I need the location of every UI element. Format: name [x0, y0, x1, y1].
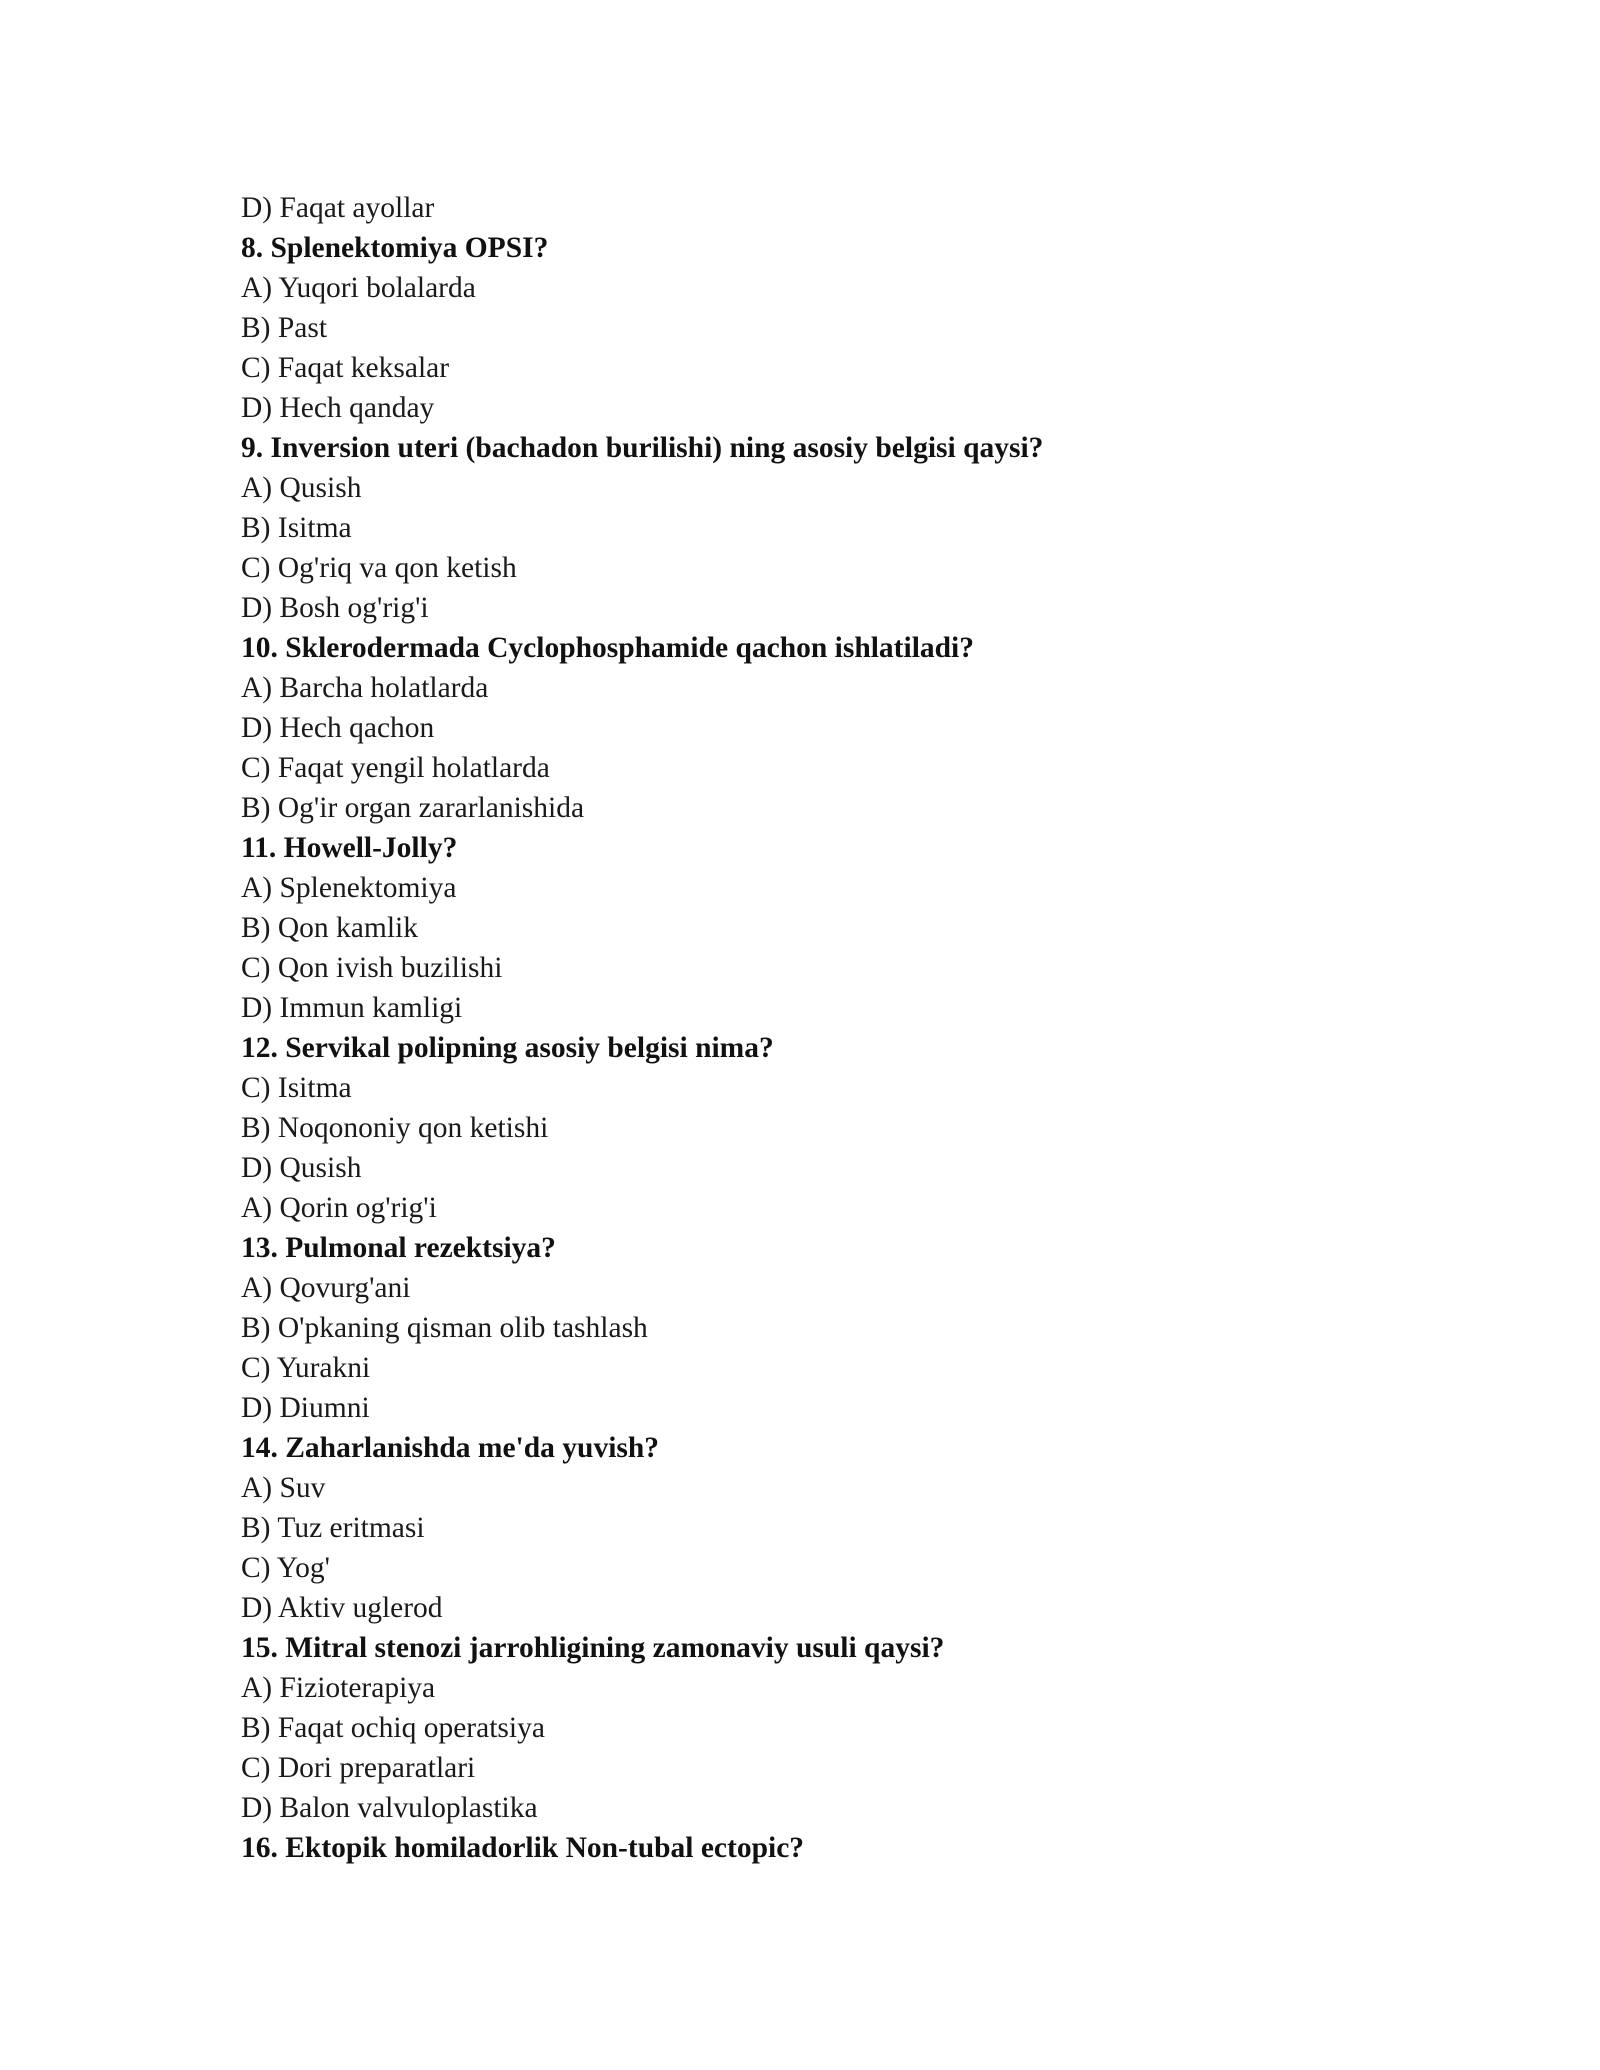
answer-option: A) Qusish	[241, 472, 362, 504]
question-text: 8. Splenektomiya OPSI?	[241, 232, 549, 264]
question-text: 16. Ektopik homiladorlik Non-tubal ectopic?	[241, 1832, 805, 1864]
question-text: 15. Mitral stenozi jarrohligining zamonaviy usuli qaysi?	[241, 1632, 945, 1664]
answer-option: A) Barcha holatlarda	[241, 672, 489, 704]
answer-option: C) Faqat keksalar	[241, 352, 450, 384]
question-text: 14. Zaharlanishda me'da yuvish?	[241, 1432, 660, 1464]
answer-option: D) Faqat ayollar	[241, 192, 435, 224]
answer-option: A) Fizioterapiya	[241, 1672, 436, 1704]
answer-option: D) Qusish	[241, 1152, 362, 1184]
answer-option: B) Og'ir organ zararlanishida	[241, 792, 585, 824]
answer-option: D) Hech qachon	[241, 712, 435, 744]
question-text: 9. Inversion uteri (bachadon burilishi) ning asosiy belgisi qaysi?	[241, 432, 1044, 464]
question-text: 12. Servikal polipning asosiy belgisi nima?	[241, 1032, 774, 1064]
answer-option: A) Qorin og'rig'i	[241, 1192, 437, 1224]
answer-option: D) Immun kamligi	[241, 992, 463, 1024]
answer-option: C) Dori preparatlari	[241, 1752, 476, 1784]
answer-option: A) Splenektomiya	[241, 872, 457, 904]
question-text: 10. Sklerodermada Cyclophosphamide qachon ishlatiladi?	[241, 632, 974, 664]
answer-option: B) O'pkaning qisman olib tashlash	[241, 1312, 648, 1344]
answer-option: B) Tuz eritmasi	[241, 1512, 425, 1544]
answer-option: B) Isitma	[241, 512, 352, 544]
answer-option: C) Isitma	[241, 1072, 352, 1104]
question-text: 11. Howell-Jolly?	[241, 832, 458, 864]
answer-option: C) Yurakni	[241, 1352, 371, 1384]
answer-option: B) Qon kamlik	[241, 912, 418, 944]
question-text: 13. Pulmonal rezektsiya?	[241, 1232, 556, 1264]
answer-option: B) Past	[241, 312, 328, 344]
answer-option: D) Aktiv uglerod	[241, 1592, 443, 1624]
answer-option: C) Faqat yengil holatlarda	[241, 752, 550, 784]
answer-option: A) Yuqori bolalarda	[241, 272, 476, 304]
answer-option: B) Noqononiy qon ketishi	[241, 1112, 549, 1144]
answer-option: C) Og'riq va qon ketish	[241, 552, 517, 584]
answer-option: A) Qovurg'ani	[241, 1272, 411, 1304]
answer-option: A) Suv	[241, 1472, 326, 1504]
answer-option: D) Diumni	[241, 1392, 370, 1424]
answer-option: D) Bosh og'rig'i	[241, 592, 429, 624]
answer-option: D) Hech qanday	[241, 392, 435, 424]
answer-option: B) Faqat ochiq operatsiya	[241, 1712, 545, 1744]
document-content	[241, 188, 1441, 1868]
answer-option: D) Balon valvuloplastika	[241, 1792, 538, 1824]
answer-option: C) Yog'	[241, 1552, 330, 1584]
answer-option: C) Qon ivish buzilishi	[241, 952, 503, 984]
